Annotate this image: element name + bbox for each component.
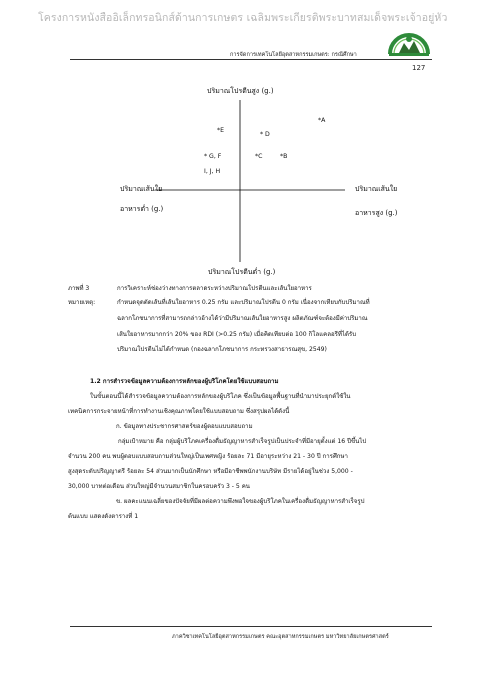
point-a: *A — [318, 117, 326, 124]
para-1-line-1: ในขั้นตอนนี้ได้สำรวจข้อมูลความต้องการหลักของผู้บริโภค ซึ่งเป็นข้อมูลพื้นฐานที่นำมาประยุกต์ใช้ใน — [90, 393, 351, 400]
footer-rule — [70, 626, 432, 627]
point-c: *C — [255, 153, 263, 160]
para-1-line-2: เทคนิคการกระจายหน้าที่การทำงานเชิงคุณภาพโดยใช้แบบสอบถาม ซึ่งสรุปผลได้ดังนี้ — [68, 408, 290, 415]
caption-label: ภาพที่ 3 — [68, 285, 90, 292]
axis-label-left-1: ปริมาณเส้นใย — [120, 185, 163, 193]
note-line: กำหนดจุดตัดเส้นที่เส้นใยอาหาร 0.25 กรัม และปริมาณโปรตีน 0 กรัม เนื่องจากเทียบกับปริมาณที่ — [117, 299, 370, 306]
axis-label-right-1: ปริมาณเส้นใย — [355, 185, 398, 193]
item-b-line-2: ต้นแบบ แสดงดังตารางที่ 1 — [68, 513, 139, 520]
item-a-line-4: 30,000 บาทต่อเดือน ส่วนใหญ่มีจำนวนสมาชิกในครอบครัว 3 - 5 คน — [68, 483, 250, 490]
point-i-j-h: I, J, H — [204, 168, 221, 175]
point-e: *E — [217, 127, 225, 134]
note-line: ฉลากโภชนาการที่สามารถกล่าวอ้างได้ว่ามีปริมาณเส้นใยอาหารสูง ผลิตภัณฑ์จะต้องมีค่าปริมาณ — [117, 314, 368, 322]
item-b-line-1: ข. ผลคะแนนเฉลี่ยของปัจจัยที่มีผลต่อความพึงพอใจของผู้บริโภคในเครื่องดื่มธัญญาหารสำเร็จรูป — [116, 498, 365, 505]
footer-text: ภาควิชาเทคโนโลยีอุตสาหกรรมเกษตร คณะอุตสาหกรรมเกษตร มหาวิทยาลัยเกษตรศาสตร์ — [172, 634, 389, 640]
axes — [0, 0, 480, 300]
page-number: 127 — [412, 64, 426, 72]
item-a-title: ก. ข้อมูลทางประชากรศาสตร์ของผู้ตอบแบบสอบถาม — [116, 423, 253, 430]
axis-label-left-2: อาหารต่ำ (g.) — [120, 205, 164, 213]
note-line: ปริมาณโปรตีนไม่ได้กำหนด (กองฉลากโภชนาการ กระทรวงสาธารณสุข, 2549) — [117, 346, 327, 354]
axis-label-top: ปริมาณโปรตีนสูง (g.) — [207, 87, 274, 95]
caption-text: การวิเคราะห์ช่องว่างทางการตลาดระหว่างปริมาณโปรตีนและเส้นใยอาหาร — [117, 285, 312, 292]
axis-label-bottom: ปริมาณโปรตีนต่ำ (g.) — [208, 268, 276, 276]
note-label: หมายเหตุ: — [68, 299, 96, 306]
section-heading: 1.2 การสำรวจข้อมูลความต้องการหลักของผู้บริโภคโดยใช้แบบสอบถาม — [90, 378, 279, 385]
point-d: * D — [260, 131, 270, 138]
note-line: เส้นใยอาหารมากกว่า 20% ของ RDI (>0.25 กรัม) เมื่อคิดเทียบต่อ 100 กิโลแคลอรีที่ได้รับ — [117, 330, 357, 338]
header-watermark: โครงการหนังสืออิเล็กทรอนิกส์ด้านการเกษตร เฉลิมพระเกียรติพระบาทสมเด็จพระเจ้าอยู่หัว — [38, 12, 448, 24]
running-title: การจัดการเทคโนโลยีอุตสาหกรรมเกษตร: กรณีศึกษา — [230, 52, 357, 58]
perceptual-map — [0, 0, 480, 300]
point-b: *B — [280, 153, 288, 160]
item-a-line-1: กลุ่มเป้าหมาย คือ กลุ่มผู้บริโภคเครื่องดื่มธัญญาหารสำเร็จรูปเป็นประจำที่มีอายุตั้งแต่ 16 ปีขึ้นไป — [118, 438, 367, 445]
point-g-f: * G, F — [204, 153, 222, 160]
note-body — [117, 297, 370, 356]
axis-label-right-2: อาหารสูง (g.) — [355, 209, 398, 217]
item-a-line-3: สูงสุดระดับปริญญาตรี ร้อยละ 54 ส่วนมากเป็นนักศึกษา หรือมีอาชีพพนักงานบริษัท มีรายได้อยู่ในช่วง 5,000 - — [68, 468, 353, 475]
item-a-line-2: จำนวน 200 คน พบผู้ตอบแบบสอบถามส่วนใหญ่เป็นเพศหญิง ร้อยละ 71 มีอายุระหว่าง 21 - 30 ปี การศึกษา — [68, 453, 348, 460]
